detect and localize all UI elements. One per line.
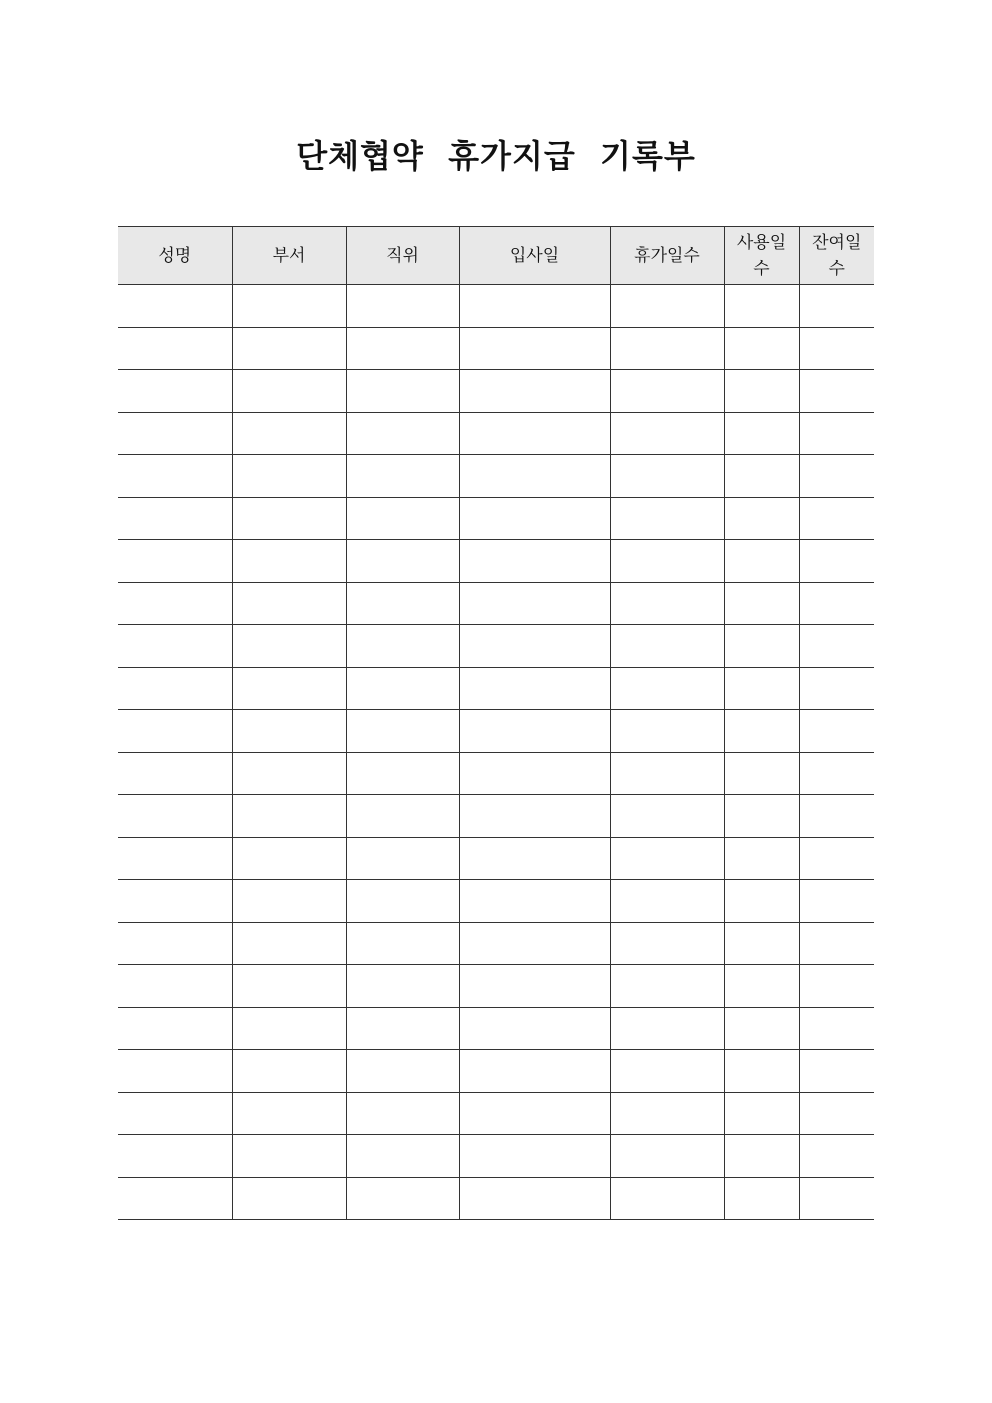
header-remaining-days: 잔여일수 xyxy=(799,227,874,285)
header-department: 부서 xyxy=(232,227,346,285)
cell-vacation-days[interactable] xyxy=(610,1050,724,1093)
cell-department[interactable] xyxy=(232,1177,346,1220)
cell-vacation-days[interactable] xyxy=(610,412,724,455)
cell-name[interactable] xyxy=(118,1092,232,1135)
cell-department[interactable] xyxy=(232,1007,346,1050)
cell-position[interactable] xyxy=(346,710,459,753)
cell-used-days[interactable] xyxy=(724,1050,799,1093)
cell-department[interactable] xyxy=(232,327,346,370)
cell-remaining-days[interactable] xyxy=(799,412,874,455)
cell-vacation-days[interactable] xyxy=(610,497,724,540)
cell-remaining-days[interactable] xyxy=(799,497,874,540)
header-vacation-days: 휴가일수 xyxy=(610,227,724,285)
cell-position[interactable] xyxy=(346,497,459,540)
cell-position[interactable] xyxy=(346,1177,459,1220)
cell-name[interactable] xyxy=(118,327,232,370)
cell-department[interactable] xyxy=(232,965,346,1008)
table-row xyxy=(118,625,874,668)
cell-remaining-days[interactable] xyxy=(799,370,874,413)
cell-vacation-days[interactable] xyxy=(610,625,724,668)
cell-remaining-days[interactable] xyxy=(799,1007,874,1050)
header-used-days: 사용일수 xyxy=(724,227,799,285)
cell-position[interactable] xyxy=(346,965,459,1008)
cell-remaining-days[interactable] xyxy=(799,455,874,498)
cell-remaining-days[interactable] xyxy=(799,710,874,753)
cell-remaining-days[interactable] xyxy=(799,922,874,965)
table-row xyxy=(118,327,874,370)
cell-hire-date[interactable] xyxy=(459,285,610,328)
cell-department[interactable] xyxy=(232,795,346,838)
cell-vacation-days[interactable] xyxy=(610,837,724,880)
cell-department[interactable] xyxy=(232,922,346,965)
cell-name[interactable] xyxy=(118,667,232,710)
cell-name[interactable] xyxy=(118,455,232,498)
table-row xyxy=(118,582,874,625)
cell-vacation-days[interactable] xyxy=(610,965,724,1008)
cell-vacation-days[interactable] xyxy=(610,710,724,753)
cell-used-days[interactable] xyxy=(724,582,799,625)
cell-vacation-days[interactable] xyxy=(610,327,724,370)
cell-vacation-days[interactable] xyxy=(610,1135,724,1178)
table-row xyxy=(118,370,874,413)
table-row xyxy=(118,1135,874,1178)
page-title: 단체협약 휴가지급 기록부 xyxy=(296,137,696,175)
table-row xyxy=(118,922,874,965)
table-row xyxy=(118,412,874,455)
cell-hire-date[interactable] xyxy=(459,922,610,965)
cell-department[interactable] xyxy=(232,1092,346,1135)
table-row xyxy=(118,667,874,710)
cell-used-days[interactable] xyxy=(724,752,799,795)
cell-name[interactable] xyxy=(118,880,232,923)
cell-name[interactable] xyxy=(118,582,232,625)
cell-hire-date[interactable] xyxy=(459,412,610,455)
cell-vacation-days[interactable] xyxy=(610,540,724,583)
cell-vacation-days[interactable] xyxy=(610,582,724,625)
cell-vacation-days[interactable] xyxy=(610,285,724,328)
table-row xyxy=(118,710,874,753)
cell-department[interactable] xyxy=(232,540,346,583)
table-row xyxy=(118,455,874,498)
header-name: 성명 xyxy=(118,227,232,285)
cell-department[interactable] xyxy=(232,837,346,880)
cell-used-days[interactable] xyxy=(724,625,799,668)
cell-name[interactable] xyxy=(118,412,232,455)
header-position: 직위 xyxy=(346,227,459,285)
header-hire-date: 입사일 xyxy=(459,227,610,285)
cell-used-days[interactable] xyxy=(724,1007,799,1050)
table-row xyxy=(118,1177,874,1220)
cell-hire-date[interactable] xyxy=(459,455,610,498)
table-body xyxy=(118,285,874,1220)
table-row xyxy=(118,965,874,1008)
cell-hire-date[interactable] xyxy=(459,795,610,838)
cell-remaining-days[interactable] xyxy=(799,880,874,923)
cell-hire-date[interactable] xyxy=(459,370,610,413)
cell-hire-date[interactable] xyxy=(459,582,610,625)
cell-hire-date[interactable] xyxy=(459,327,610,370)
cell-department[interactable] xyxy=(232,1135,346,1178)
cell-hire-date[interactable] xyxy=(459,625,610,668)
table-header-row xyxy=(118,227,874,285)
cell-hire-date[interactable] xyxy=(459,965,610,1008)
cell-department[interactable] xyxy=(232,710,346,753)
cell-department[interactable] xyxy=(232,370,346,413)
cell-used-days[interactable] xyxy=(724,412,799,455)
cell-position[interactable] xyxy=(346,752,459,795)
cell-remaining-days[interactable] xyxy=(799,667,874,710)
cell-remaining-days[interactable] xyxy=(799,540,874,583)
cell-hire-date[interactable] xyxy=(459,752,610,795)
vacation-record-table xyxy=(118,226,874,1220)
cell-department[interactable] xyxy=(232,285,346,328)
cell-used-days[interactable] xyxy=(724,540,799,583)
cell-remaining-days[interactable] xyxy=(799,1135,874,1178)
cell-remaining-days[interactable] xyxy=(799,1050,874,1093)
cell-vacation-days[interactable] xyxy=(610,880,724,923)
table-row xyxy=(118,837,874,880)
cell-department[interactable] xyxy=(232,752,346,795)
cell-position[interactable] xyxy=(346,1007,459,1050)
cell-used-days[interactable] xyxy=(724,497,799,540)
table-row xyxy=(118,752,874,795)
cell-used-days[interactable] xyxy=(724,1177,799,1220)
cell-hire-date[interactable] xyxy=(459,1007,610,1050)
cell-vacation-days[interactable] xyxy=(610,1092,724,1135)
cell-hire-date[interactable] xyxy=(459,837,610,880)
table-row xyxy=(118,497,874,540)
cell-department[interactable] xyxy=(232,497,346,540)
cell-name[interactable] xyxy=(118,922,232,965)
cell-remaining-days[interactable] xyxy=(799,582,874,625)
cell-hire-date[interactable] xyxy=(459,1092,610,1135)
cell-vacation-days[interactable] xyxy=(610,922,724,965)
cell-name[interactable] xyxy=(118,1007,232,1050)
cell-position[interactable] xyxy=(346,1092,459,1135)
cell-name[interactable] xyxy=(118,795,232,838)
cell-used-days[interactable] xyxy=(724,370,799,413)
cell-name[interactable] xyxy=(118,1177,232,1220)
cell-position[interactable] xyxy=(346,1135,459,1178)
cell-hire-date[interactable] xyxy=(459,1177,610,1220)
table-row xyxy=(118,285,874,328)
cell-position[interactable] xyxy=(346,922,459,965)
cell-department[interactable] xyxy=(232,1050,346,1093)
cell-name[interactable] xyxy=(118,625,232,668)
cell-position[interactable] xyxy=(346,880,459,923)
cell-name[interactable] xyxy=(118,752,232,795)
cell-department[interactable] xyxy=(232,667,346,710)
cell-used-days[interactable] xyxy=(724,1135,799,1178)
cell-name[interactable] xyxy=(118,1050,232,1093)
cell-remaining-days[interactable] xyxy=(799,1177,874,1220)
cell-department[interactable] xyxy=(232,412,346,455)
cell-name[interactable] xyxy=(118,370,232,413)
table-row xyxy=(118,880,874,923)
cell-position[interactable] xyxy=(346,1050,459,1093)
cell-name[interactable] xyxy=(118,285,232,328)
cell-used-days[interactable] xyxy=(724,965,799,1008)
cell-remaining-days[interactable] xyxy=(799,795,874,838)
cell-department[interactable] xyxy=(232,880,346,923)
cell-vacation-days[interactable] xyxy=(610,1177,724,1220)
cell-position[interactable] xyxy=(346,540,459,583)
cell-remaining-days[interactable] xyxy=(799,1092,874,1135)
cell-hire-date[interactable] xyxy=(459,880,610,923)
cell-name[interactable] xyxy=(118,540,232,583)
table-row xyxy=(118,795,874,838)
cell-department[interactable] xyxy=(232,582,346,625)
table-row xyxy=(118,540,874,583)
table-row xyxy=(118,1007,874,1050)
cell-name[interactable] xyxy=(118,1135,232,1178)
cell-remaining-days[interactable] xyxy=(799,285,874,328)
cell-position[interactable] xyxy=(346,455,459,498)
cell-vacation-days[interactable] xyxy=(610,667,724,710)
cell-vacation-days[interactable] xyxy=(610,1007,724,1050)
table-row xyxy=(118,1050,874,1093)
cell-used-days[interactable] xyxy=(724,1092,799,1135)
cell-department[interactable] xyxy=(232,625,346,668)
cell-position[interactable] xyxy=(346,625,459,668)
cell-remaining-days[interactable] xyxy=(799,752,874,795)
cell-hire-date[interactable] xyxy=(459,1135,610,1178)
cell-name[interactable] xyxy=(118,965,232,1008)
cell-remaining-days[interactable] xyxy=(799,327,874,370)
cell-used-days[interactable] xyxy=(724,667,799,710)
cell-used-days[interactable] xyxy=(724,710,799,753)
cell-position[interactable] xyxy=(346,327,459,370)
cell-name[interactable] xyxy=(118,710,232,753)
cell-vacation-days[interactable] xyxy=(610,752,724,795)
cell-position[interactable] xyxy=(346,582,459,625)
cell-used-days[interactable] xyxy=(724,285,799,328)
cell-remaining-days[interactable] xyxy=(799,837,874,880)
cell-position[interactable] xyxy=(346,667,459,710)
cell-hire-date[interactable] xyxy=(459,1050,610,1093)
cell-name[interactable] xyxy=(118,837,232,880)
cell-hire-date[interactable] xyxy=(459,497,610,540)
cell-name[interactable] xyxy=(118,497,232,540)
cell-used-days[interactable] xyxy=(724,327,799,370)
cell-position[interactable] xyxy=(346,285,459,328)
cell-used-days[interactable] xyxy=(724,837,799,880)
cell-vacation-days[interactable] xyxy=(610,795,724,838)
cell-position[interactable] xyxy=(346,412,459,455)
cell-department[interactable] xyxy=(232,455,346,498)
cell-hire-date[interactable] xyxy=(459,667,610,710)
cell-vacation-days[interactable] xyxy=(610,455,724,498)
cell-used-days[interactable] xyxy=(724,455,799,498)
cell-remaining-days[interactable] xyxy=(799,625,874,668)
cell-vacation-days[interactable] xyxy=(610,370,724,413)
cell-used-days[interactable] xyxy=(724,922,799,965)
cell-used-days[interactable] xyxy=(724,880,799,923)
cell-position[interactable] xyxy=(346,837,459,880)
table-row xyxy=(118,1092,874,1135)
cell-hire-date[interactable] xyxy=(459,710,610,753)
cell-position[interactable] xyxy=(346,795,459,838)
cell-position[interactable] xyxy=(346,370,459,413)
cell-remaining-days[interactable] xyxy=(799,965,874,1008)
cell-used-days[interactable] xyxy=(724,795,799,838)
cell-hire-date[interactable] xyxy=(459,540,610,583)
